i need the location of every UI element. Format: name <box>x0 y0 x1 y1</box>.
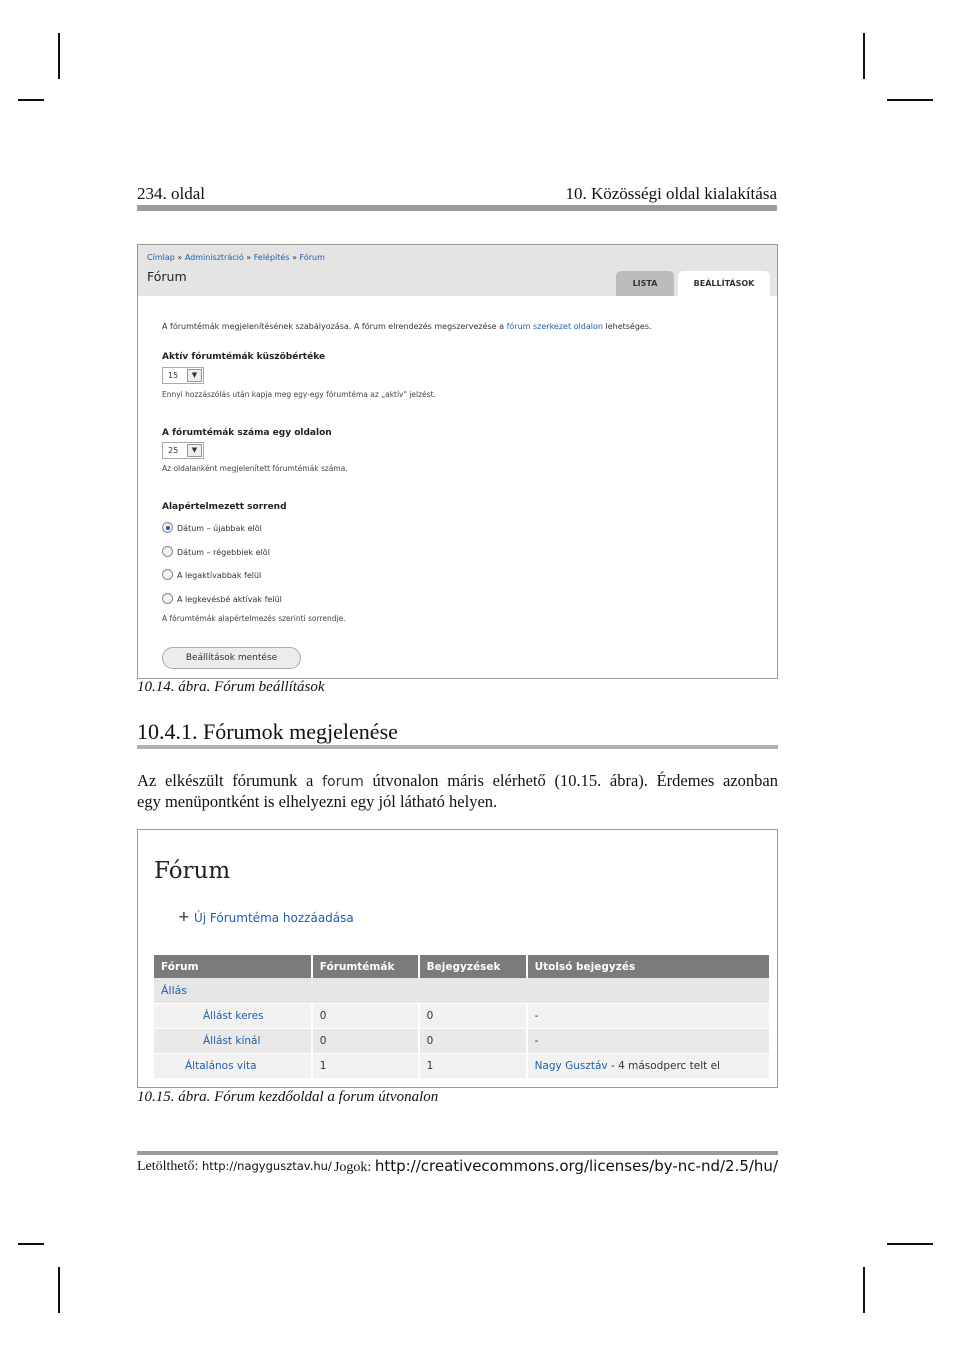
column-header-last-post[interactable]: Utolsó bejegyzés <box>527 955 770 978</box>
header-rule <box>137 205 777 211</box>
order-option-least-active[interactable] <box>162 593 282 604</box>
table-row <box>154 1028 770 1053</box>
chevron-down-icon: ▼ <box>187 369 202 382</box>
forum-listing-screenshot <box>137 829 778 1088</box>
active-threshold-label: Aktív fórumtémák küszöbértéke <box>162 352 326 362</box>
chevron-down-icon: ▼ <box>187 444 202 457</box>
section-heading <box>137 719 778 753</box>
breadcrumb-link-admin[interactable]: Adminisztráció <box>184 253 244 262</box>
table-header-row <box>154 955 770 978</box>
topics-per-page-select[interactable] <box>162 442 204 459</box>
order-option-most-active[interactable] <box>162 569 261 580</box>
order-option-oldest[interactable] <box>162 546 270 557</box>
post-count: 0 <box>419 1003 527 1028</box>
breadcrumb-separator: » <box>292 253 297 262</box>
footer-license <box>334 1157 778 1176</box>
breadcrumb-link-home[interactable]: Címlap <box>147 253 175 262</box>
save-settings-button[interactable]: Beállítások mentése <box>162 647 301 669</box>
default-order-label: Alapértelmezett sorrend <box>162 502 287 512</box>
breadcrumb-link-forum[interactable]: Fórum <box>299 253 325 262</box>
crop-mark <box>887 99 933 101</box>
plus-icon: + <box>178 909 190 925</box>
topics-per-page-description: Az oldalanként megjelenített fórumtémák száma. <box>162 464 348 473</box>
column-header-posts[interactable]: Bejegyzések <box>419 955 527 978</box>
topic-count: 1 <box>312 1053 419 1078</box>
breadcrumb-link-structure[interactable]: Felépítés <box>253 253 290 262</box>
page-number: 234. oldal <box>137 184 205 203</box>
radio-icon <box>162 569 173 580</box>
chapter-title: 10. Közösségi oldal kialakítása <box>565 184 777 203</box>
post-count: 1 <box>419 1053 527 1078</box>
order-option-label: Dátum – újabbak elöl <box>177 524 262 533</box>
order-option-label: A legaktívabbak felül <box>177 571 262 580</box>
page-footer <box>137 1151 778 1175</box>
radio-icon <box>162 546 173 557</box>
order-option-label: A legkevésbé aktívak felül <box>177 595 282 604</box>
last-post-cell <box>527 1053 770 1078</box>
column-header-topics[interactable]: Fórumtémák <box>312 955 419 978</box>
crop-mark <box>863 1267 865 1313</box>
order-option-label: Dátum – régebbiek elöl <box>177 548 270 557</box>
paragraph-line-1 <box>137 770 778 793</box>
paragraph-line-2: egy menüpontként is elhelyezni egy jól látható helyen. <box>137 792 498 811</box>
active-threshold-value: 15 <box>168 371 179 380</box>
breadcrumb-separator: » <box>246 253 252 262</box>
crop-mark <box>58 1267 60 1313</box>
intro-text: lehetséges. <box>602 322 652 331</box>
figure-caption-1: 10.14. ábra. Fórum beállítások <box>137 679 325 695</box>
page-title: Fórum <box>147 269 187 284</box>
topic-count: 0 <box>312 1028 419 1053</box>
section-title: 10.4.1. Fórumok megjelenése <box>137 719 398 744</box>
forum-table <box>154 955 771 1079</box>
footer-license-url[interactable]: http://creativecommons.org/licenses/by-nc-nd/2.5/hu/ <box>374 1157 778 1175</box>
settings-intro <box>162 322 652 331</box>
last-post: - <box>527 1028 770 1053</box>
add-topic-link[interactable]: Új Fórumtéma hozzáadása <box>194 911 354 925</box>
footer-download <box>137 1159 332 1175</box>
forum-structure-link[interactable]: fórum szerkezet oldalon <box>506 322 603 331</box>
table-row-category <box>154 978 770 1003</box>
order-option-newest[interactable] <box>162 522 262 533</box>
crop-mark <box>18 1243 44 1245</box>
section-rule <box>137 745 778 749</box>
column-header-forum[interactable]: Fórum <box>154 955 312 978</box>
forum-link[interactable]: Általános vita <box>185 1059 257 1072</box>
paragraph-text: útvonalon máris elérhető (10.15. ábra). Érdemes azonban <box>363 771 778 790</box>
last-post-time: - 4 másodperc telt el <box>607 1059 720 1072</box>
figure-caption-2: 10.15. ábra. Fórum kezdőoldal a forum útvonalon <box>137 1089 439 1105</box>
inline-code: forum <box>322 774 364 790</box>
radio-icon <box>162 593 173 604</box>
footer-license-label: Jogok: <box>333 1160 375 1175</box>
breadcrumb <box>147 253 325 262</box>
post-count: 0 <box>419 1028 527 1053</box>
topics-per-page-label: A fórumtémák száma egy oldalon <box>162 428 332 438</box>
footer-rule <box>137 1151 778 1155</box>
forum-settings-screenshot <box>137 244 778 679</box>
default-order-description: A fórumtémák alapértelmezés szerinti sorrendje. <box>162 614 346 623</box>
category-link[interactable]: Állás <box>154 978 770 1003</box>
tab-list[interactable]: LISTA <box>616 271 674 296</box>
breadcrumb-separator: » <box>177 253 183 262</box>
tab-settings[interactable]: BEÁLLÍTÁSOK <box>678 271 770 296</box>
crop-mark <box>863 33 865 79</box>
crop-mark <box>58 33 60 79</box>
running-header <box>137 184 777 214</box>
table-row <box>154 1053 770 1078</box>
footer-download-label: Letölthető: <box>137 1159 202 1174</box>
forum-link[interactable]: Állást keres <box>203 1009 264 1022</box>
author-link[interactable]: Nagy Gusztáv <box>534 1059 608 1072</box>
active-threshold-description: Ennyi hozzászólás után kapja meg egy-egy fórumtéma az „aktív" jelzést. <box>162 390 436 399</box>
crop-mark <box>18 99 44 101</box>
forum-link[interactable]: Állást kínál <box>203 1034 261 1047</box>
forum-page-title: Fórum <box>154 858 231 884</box>
radio-selected-icon <box>162 522 173 533</box>
footer-download-url[interactable]: http://nagygusztav.hu/ <box>201 1159 332 1173</box>
intro-text: A fórumtémák megjelenítésének szabályozása. A fórum elrendezés megszervezése a <box>162 322 507 331</box>
active-threshold-select[interactable] <box>162 367 204 384</box>
crop-mark <box>887 1243 933 1245</box>
topics-per-page-value: 25 <box>168 446 179 455</box>
topic-count: 0 <box>312 1003 419 1028</box>
paragraph-text: Az elkészült fórumunk a <box>137 771 323 790</box>
last-post: - <box>527 1003 770 1028</box>
table-row <box>154 1003 770 1028</box>
